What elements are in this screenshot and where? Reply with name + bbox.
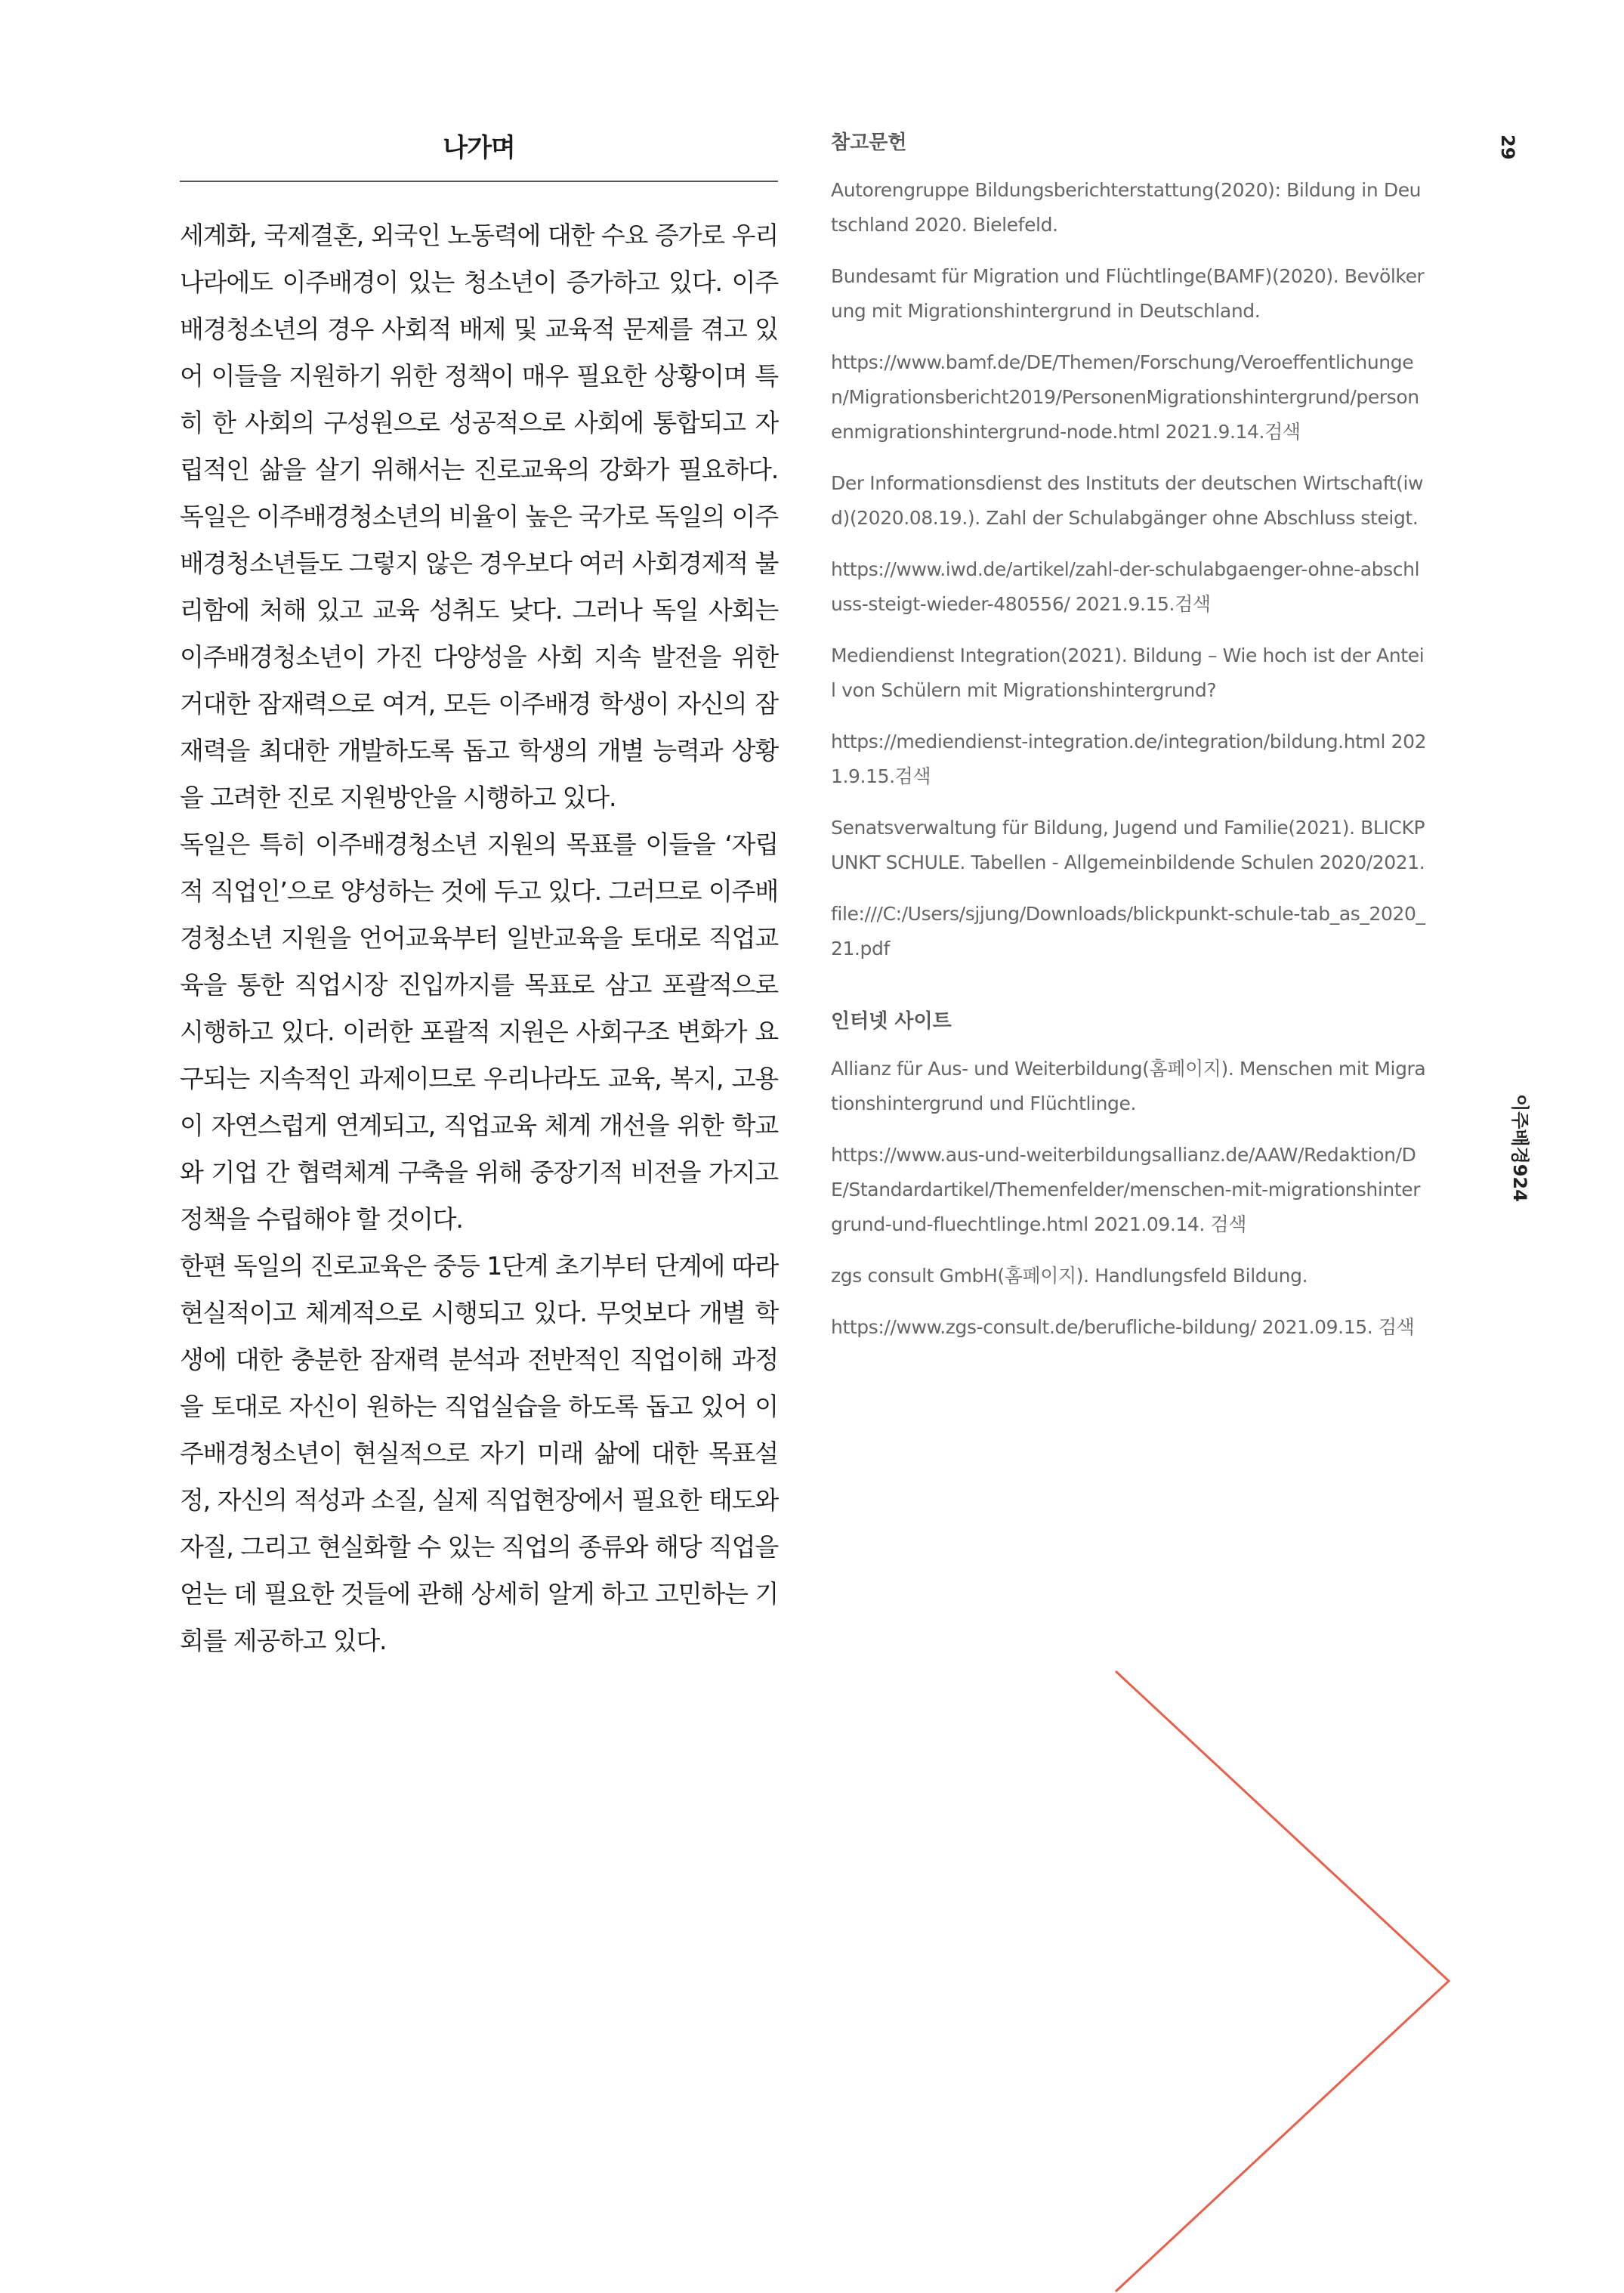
reference-item: Mediendienst Integration(2021). Bildung – Wie hoch ist der Anteil von Schülern mit Migrationshintergrund? [831, 644, 1425, 701]
reference-item: Autorengruppe Bildungsberichterstattung(2020): Bildung in Deutschland 2020. Bielefeld. [831, 179, 1422, 236]
internet-sites-heading: 인터넷 사이트 [831, 1010, 952, 1033]
reference-item: file:///C:/Users/sjjung/Downloads/blickpunkt-schule-tab_as_2020_21.pdf [831, 903, 1425, 960]
section-title: 나가며 [180, 127, 778, 182]
decorative-triangle [1114, 1670, 1454, 2293]
site-item: https://www.zgs-consult.de/berufliche-bildung/ 2021.09.15. 검색 [831, 1316, 1415, 1338]
reference-item: Senatsverwaltung für Bildung, Jugend und Familie(2021). BLICKPUNKT SCHULE. Tabellen - Allgemeinbildende Schulen 2020/2021. [831, 817, 1425, 873]
reference-item: Bundesamt für Migration und Flüchtlinge(BAMF)(2020). Bevölkerung mit Migrationshintergrund in Deutschland. [831, 265, 1425, 322]
reference-item: https://www.bamf.de/DE/Themen/Forschung/Veroeffentlichungen/Migrationsbericht2019/PersonenMigrationshintergrund/personenmigrationshintergrund-node.html 2021.9.14.검색 [831, 351, 1419, 443]
reference-item: https://mediendienst-integration.de/integration/bildung.html 2021.9.15.검색 [831, 731, 1427, 787]
paragraph: 세계화, 국제결혼, 외국인 노동력에 대한 수요 증가로 우리나라에도 이주배경이 있는 청소년이 증가하고 있다. 이주배경청소년의 경우 사회적 배제 및 교육적 문제를 겪고 있어 이들을 지원하기 위한 정책이 매우 필요한 상황이며 특히 한 사회의 구성원으로 성공적으로 사회에 통합되고 자립적인 삶을 살기 위해서는 진로교육의 강화가 필요하다. 독일은 이주배경청소년의 비율이 높은 국가로 독일의 이주배경청소년들도 그렇지 않은 경우보다 여러 사회경제적 불리함에 처해 있고 교육 성취도 낮다. 그러나 독일 사회는 이주배경청소년이 가진 다양성을 사회 지속 발전을 위한 거대한 잠재력으로 여겨, 모든 이주배경 학생이 자신의 잠재력을 최대한 개발하도록 돕고 학생의 개별 능력과 상황을 고려한 진로 지원방안을 시행하고 있다. [180, 221, 779, 812]
reference-item: https://www.iwd.de/artikel/zahl-der-schulabgaenger-ohne-abschluss-steigt-wieder-480556/ 2021.9.15.검색 [831, 558, 1420, 615]
magazine-title-vertical: 이주배경924 [1509, 1094, 1530, 1202]
site-item: zgs consult GmbH(홈페이지). Handlungsfeld Bildung. [831, 1265, 1308, 1287]
site-item: https://www.aus-und-weiterbildungsallianz.de/AAW/Redaktion/DE/Standardartikel/Themenfelder/menschen-mit-migrationshintergrund-und-fluechtlinge.html 2021.09.14. 검색 [831, 1144, 1421, 1235]
paragraph: 한편 독일의 진로교육은 중등 1단계 초기부터 단계에 따라 현실적이고 체계적으로 시행되고 있다. 무엇보다 개별 학생에 대한 충분한 잠재력 분석과 전반적인 직업이해 과정을 토대로 자신이 원하는 직업실습을 하도록 돕고 있어 이주배경청소년이 현실적으로 자기 미래 삶에 대한 목표설정, 자신의 적성과 소질, 실제 직업현장에서 필요한 태도와 자질, 그리고 현실화할 수 있는 직업의 종류와 해당 직업을 얻는 데 필요한 것들에 관해 상세히 알게 하고 고민하는 기회를 제공하고 있다. [180, 1251, 778, 1655]
reference-item: Der Informationsdienst des Instituts der deutschen Wirtschaft(iwd)(2020.08.19.). Zahl der Schulabgänger ohne Abschluss steigt. [831, 472, 1424, 529]
references-heading: 참고문헌 [831, 131, 907, 154]
site-item: Allianz für Aus- und Weiterbildung(홈페이지). Menschen mit Migrationshintergrund und Flüchtlinge. [831, 1058, 1426, 1114]
main-column [180, 127, 778, 1664]
triangle-outline [1116, 1671, 1449, 2291]
references-column [831, 127, 1428, 1361]
body-text [180, 212, 778, 1664]
paragraph: 독일은 특히 이주배경청소년 지원의 목표를 이들을 ‘자립적 직업인’으로 양성하는 것에 두고 있다. 그러므로 이주배경청소년 지원을 언어교육부터 일반교육을 토대로 직업교육을 통한 직업시장 진입까지를 목표로 삼고 포괄적으로 시행하고 있다. 이러한 포괄적 지원은 사회구조 변화가 요구되는 지속적인 과제이므로 우리나라도 교육, 복지, 고용이 자연스럽게 연계되고, 직업교육 체계 개선을 위한 학교와 기업 간 협력체계 구축을 위해 중장기적 비전을 가지고 정책을 수립해야 할 것이다. [180, 830, 778, 1234]
page-number: 29 [1497, 134, 1518, 160]
